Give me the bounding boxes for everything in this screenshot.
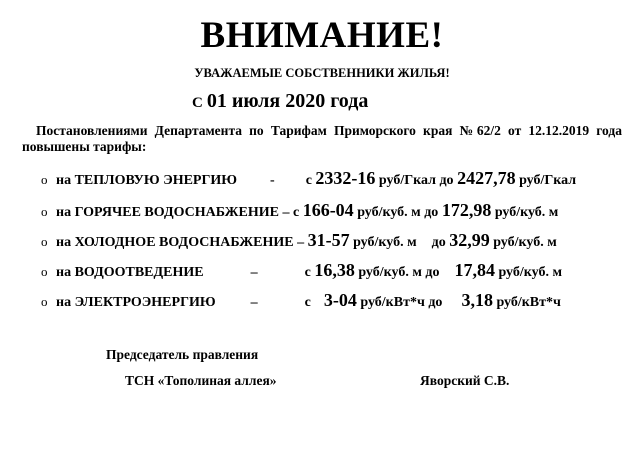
intro-paragraph: Постановлениями Департамента по Тарифам Приморского края №62/2 от 12.12.2019 года повышены тарифы: bbox=[22, 123, 622, 154]
tariff-separator: – bbox=[250, 265, 258, 280]
tariff-new-unit: руб/куб. м bbox=[494, 205, 559, 220]
tariff-to-word: до bbox=[431, 235, 446, 250]
bullet-icon: o bbox=[41, 172, 48, 187]
tariff-to-word: до bbox=[425, 265, 440, 280]
tariff-separator: – bbox=[282, 205, 290, 220]
tariff-old-unit: руб/Гкал bbox=[378, 173, 436, 188]
tariff-name: на ХОЛОДНОЕ ВОДОСНАБЖЕНИЕ bbox=[56, 235, 294, 250]
tariff-new-value: 32,99 bbox=[449, 230, 490, 250]
tariff-to-word: до bbox=[428, 295, 443, 310]
tariff-old-value: 16,38 bbox=[314, 260, 355, 280]
signature-person: Яворский С.В. bbox=[420, 373, 510, 388]
tariff-item-hot-water bbox=[41, 200, 558, 221]
tariff-new-value: 3,18 bbox=[461, 290, 493, 310]
tariff-to-word: до bbox=[424, 205, 439, 220]
tariff-item-heat bbox=[41, 168, 576, 189]
tariff-old-value: 2332-16 bbox=[315, 168, 376, 188]
tariff-new-unit: руб/куб. м bbox=[498, 265, 562, 280]
signature-position: Председатель правления bbox=[106, 347, 259, 362]
tariff-from-word: с bbox=[292, 205, 300, 220]
date-prefix: С bbox=[192, 95, 203, 111]
tariff-new-value: 172,98 bbox=[441, 200, 492, 220]
date-value: 01 июля 2020 года bbox=[206, 90, 369, 112]
signature-organization: ТСН «Тополиная аллея» bbox=[125, 373, 277, 388]
tariff-old-value: 31-57 bbox=[307, 230, 350, 250]
tariff-old-unit: руб/куб. м bbox=[358, 265, 422, 280]
tariff-name: на ЭЛЕКТРОЭНЕРГИЮ bbox=[56, 295, 216, 310]
tariff-name: на ГОРЯЧЕЕ ВОДОСНАБЖЕНИЕ bbox=[56, 205, 279, 220]
tariff-item-electricity bbox=[41, 290, 561, 311]
tariff-from-word: с bbox=[304, 265, 311, 280]
bullet-icon: o bbox=[41, 294, 48, 309]
effective-date bbox=[192, 90, 368, 113]
tariff-item-drainage bbox=[41, 260, 562, 281]
bullet-icon: o bbox=[41, 204, 48, 219]
notice-greeting: УВАЖАЕМЫЕ СОБСТВЕННИКИ ЖИЛЬЯ! bbox=[194, 66, 450, 80]
tariff-item-cold-water bbox=[41, 230, 557, 251]
tariff-separator: – bbox=[297, 235, 305, 250]
tariff-from-word: с bbox=[305, 173, 312, 188]
tariff-old-value: 3-04 bbox=[323, 290, 357, 310]
tariff-new-unit: руб/куб. м bbox=[493, 235, 557, 250]
bullet-icon: o bbox=[41, 234, 48, 249]
tariff-name: на ТЕПЛОВУЮ ЭНЕРГИЮ bbox=[56, 173, 238, 188]
notice-title: ВНИМАНИЕ! bbox=[200, 15, 444, 56]
tariff-to-word: до bbox=[439, 173, 454, 188]
tariff-separator: – bbox=[250, 295, 258, 310]
bullet-icon: o bbox=[41, 264, 48, 279]
tariff-old-unit: руб/куб. м bbox=[353, 235, 417, 250]
tariff-new-unit: руб/кВт*ч bbox=[496, 295, 561, 310]
tariff-new-value: 17,84 bbox=[454, 260, 495, 280]
tariff-name: на ВОДООТВЕДЕНИЕ bbox=[56, 265, 204, 280]
tariff-new-unit: руб/Гкал bbox=[519, 173, 577, 188]
tariff-old-unit: руб/куб. м bbox=[357, 205, 421, 220]
tariff-old-unit: руб/кВт*ч bbox=[360, 295, 425, 310]
tariff-old-value: 166-04 bbox=[302, 200, 354, 220]
tariff-new-value: 2427,78 bbox=[457, 168, 516, 188]
tariff-separator: - bbox=[270, 173, 275, 188]
tariff-from-word: с bbox=[304, 295, 311, 310]
